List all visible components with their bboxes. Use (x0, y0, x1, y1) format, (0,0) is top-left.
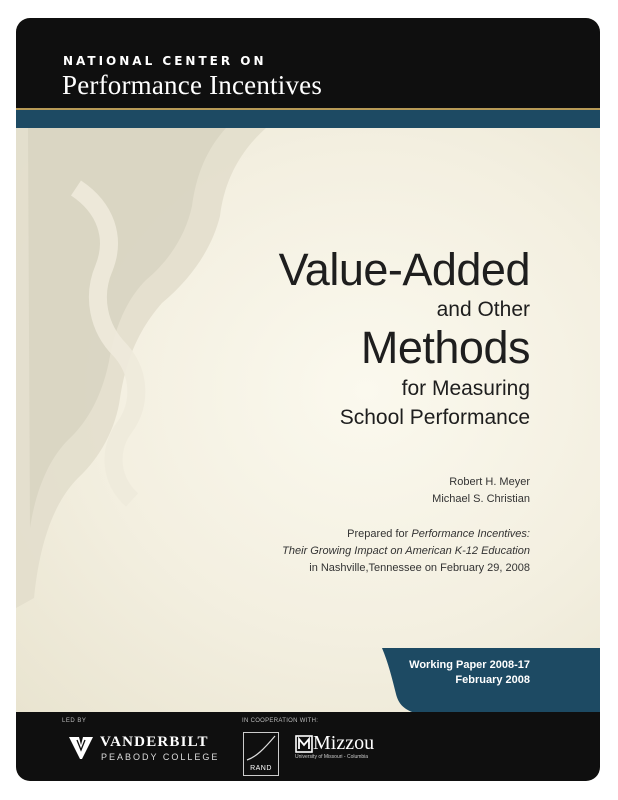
cover-body (16, 128, 600, 712)
author-name: Robert H. Meyer (449, 476, 530, 488)
prepared-prefix: Prepared for (347, 528, 412, 540)
title-line-value-added: Value-Added (278, 244, 530, 295)
title-line-methods: Methods (360, 322, 530, 373)
author-name: Michael S. Christian (432, 493, 530, 505)
mizzou-sub: University of Missouri - Columbia (295, 754, 369, 760)
prepared-line-1 (282, 526, 530, 543)
vanderbilt-name: VANDERBILT (100, 734, 209, 750)
org-name-main: Performance Incentives (62, 70, 323, 100)
working-paper-date: February 2008 (455, 674, 530, 686)
vanderbilt-oak-leaf-icon (68, 735, 94, 761)
header-band (16, 18, 600, 108)
report-cover (16, 18, 600, 781)
location-date: in Nashville,Tennessee on February 29, 2008 (309, 562, 530, 574)
conference-subtitle: Their Growing Impact on American K-12 Education (282, 545, 530, 557)
rand-logo (243, 732, 279, 776)
rand-arc-icon (244, 733, 278, 763)
vanderbilt-sub: PEABODY COLLEGE (101, 752, 220, 762)
led-by-label: LED BY (62, 718, 87, 724)
working-paper-info (409, 658, 530, 688)
mizzou-m-shield-icon (295, 735, 313, 753)
org-name-top: NATIONAL CENTER ON (63, 54, 267, 68)
footer-band (16, 712, 600, 781)
mizzou-name: Mizzou (313, 732, 375, 754)
title-line-and-other: and Other (436, 298, 530, 321)
prepared-line-2 (282, 543, 530, 560)
conference-title: Performance Incentives: (411, 528, 530, 540)
title-line-for-measuring: for Measuring (401, 377, 530, 400)
teal-band (16, 110, 600, 128)
working-paper-number: Working Paper 2008-17 (409, 659, 530, 671)
author-list (432, 474, 530, 508)
report-title (279, 244, 530, 432)
cooperation-label: IN COOPERATION WITH: (242, 718, 319, 724)
title-line-school-performance: School Performance (339, 406, 530, 429)
rand-label: RAND (250, 765, 272, 772)
prepared-for-note (282, 526, 530, 577)
